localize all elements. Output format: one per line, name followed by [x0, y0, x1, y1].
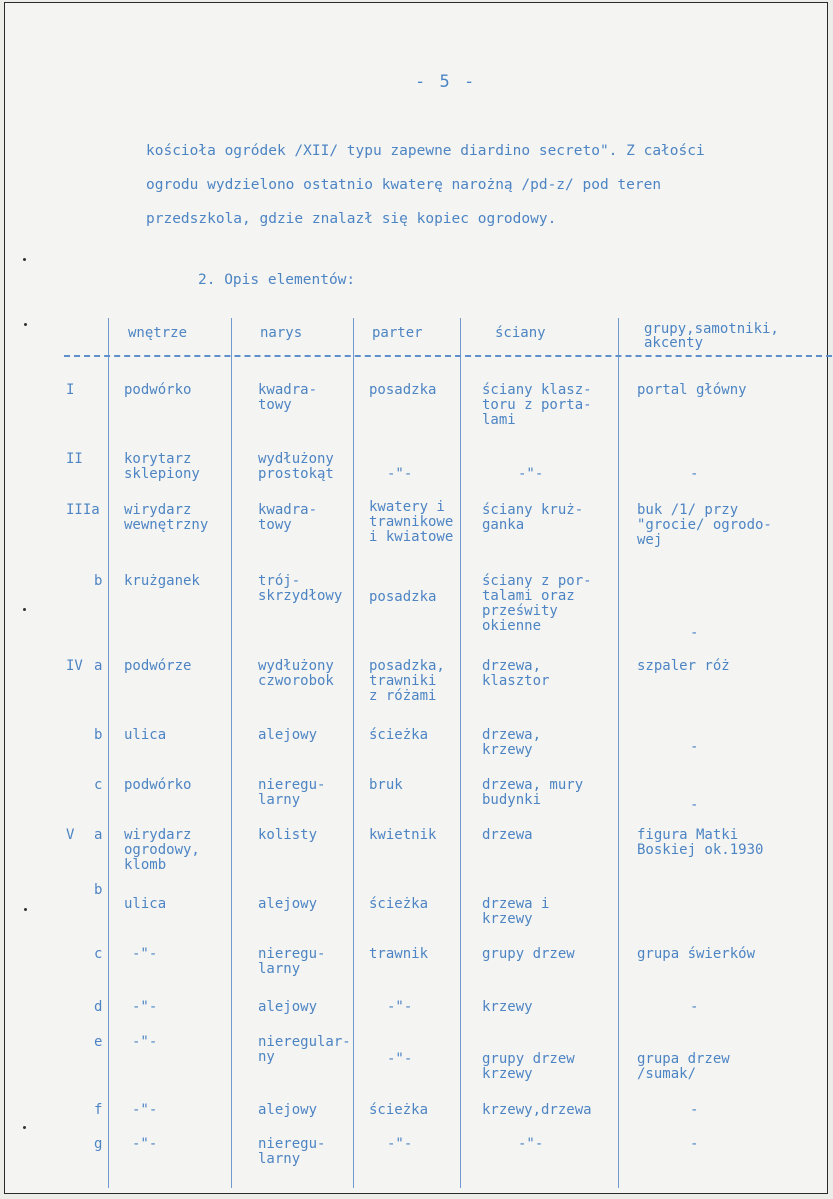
cell-grupy: portal główny	[637, 382, 747, 398]
cell-sciany: drzewa, mury budynki	[482, 777, 584, 808]
column-divider	[108, 318, 109, 1188]
margin-dot	[24, 908, 27, 911]
column-divider	[460, 318, 461, 1188]
cell-narys: nieregu- larny	[258, 777, 326, 808]
cell-sub: a	[94, 658, 103, 674]
cell-parter: ścieżka	[369, 896, 429, 912]
cell-narys: nieregu- larny	[258, 1136, 326, 1167]
cell-sciany: -"-	[518, 466, 544, 482]
cell-wnetrze: -"-	[132, 1102, 158, 1118]
header-parter: parter	[372, 325, 423, 341]
margin-dot	[23, 258, 26, 261]
cell-sub: b	[94, 573, 103, 589]
cell-grupy: -	[690, 1102, 699, 1118]
cell-sciany: krzewy,drzewa	[482, 1102, 592, 1118]
cell-wnetrze: podwórze	[124, 658, 192, 674]
cell-grupy: figura Matki Boskiej ok.1930	[637, 827, 764, 858]
cell-narys: nieregu- larny	[258, 946, 326, 977]
section-title: 2. Opis elementów:	[198, 272, 356, 288]
margin-dot	[23, 1126, 26, 1129]
cell-parter: kwatery i trawnikowe i kwiatowe	[369, 499, 454, 545]
cell-sub: c	[94, 777, 103, 793]
cell-sciany: krzewy	[482, 999, 533, 1015]
cell-wnetrze: -"-	[132, 999, 158, 1015]
cell-sub: a	[94, 827, 103, 843]
column-divider	[231, 318, 232, 1188]
cell-narys: kwadra- towy	[258, 502, 318, 533]
cell-parter: -"-	[387, 466, 413, 482]
paragraph-line-1: kościoła ogródek /XII/ typu zapewne diardino secreto". Z całości	[146, 143, 705, 159]
cell-parter: -"-	[387, 999, 413, 1015]
cell-id: IIIa	[66, 502, 100, 518]
cell-id: I	[66, 382, 75, 398]
cell-grupy: -	[690, 466, 699, 482]
cell-id: II	[66, 451, 83, 467]
cell-sub: f	[94, 1102, 103, 1118]
cell-sub: g	[94, 1136, 103, 1152]
cell-narys: alejowy	[258, 999, 318, 1015]
cell-sciany: drzewa	[482, 827, 533, 843]
cell-narys: wydłużony czworobok	[258, 658, 334, 689]
paragraph-line-2: ogrodu wydzielono ostatnio kwaterę narożną /pd-z/ pod teren	[146, 177, 662, 193]
cell-sub: d	[94, 999, 103, 1015]
margin-dot	[24, 323, 27, 326]
page-number: - 5 -	[415, 72, 477, 92]
cell-parter: posadzka	[369, 589, 437, 605]
cell-parter: trawnik	[369, 946, 429, 962]
cell-grupy: szpaler róż	[637, 658, 730, 674]
cell-wnetrze: ulica	[124, 896, 167, 912]
cell-parter: ścieżka	[369, 727, 429, 743]
cell-sciany: ściany klasz- toru z porta- lami	[482, 382, 592, 428]
paragraph-line-3: przedszkola, gdzie znalazł się kopiec ogrodowy.	[146, 211, 557, 227]
cell-grupy: buk /1/ przy "grocie/ ogrodo- wej	[637, 502, 772, 548]
cell-grupy: -	[690, 739, 699, 755]
cell-wnetrze: korytarz sklepiony	[124, 451, 200, 482]
cell-parter: posadzka	[369, 382, 437, 398]
header-narys: narys	[260, 325, 303, 341]
cell-sciany: ściany z por- talami oraz prześwity okienne	[482, 573, 592, 634]
cell-sciany: drzewa, krzewy	[482, 727, 542, 758]
cell-parter: posadzka, trawniki z różami	[369, 658, 445, 704]
cell-sciany: ściany kruż- ganka	[482, 502, 584, 533]
cell-grupy: -	[690, 1136, 699, 1152]
cell-grupy: -	[690, 625, 699, 641]
cell-sciany: grupy drzew	[482, 946, 575, 962]
cell-wnetrze: wirydarz wewnętrzny	[124, 502, 209, 533]
cell-wnetrze: -"-	[132, 1034, 158, 1050]
cell-narys: trój- skrzydłowy	[258, 573, 343, 604]
cell-wnetrze: wirydarz ogrodowy, klomb	[124, 827, 200, 873]
cell-narys: nieregular- ny	[258, 1034, 351, 1065]
cell-grupy: grupa świerków	[637, 946, 756, 962]
cell-sub: e	[94, 1034, 103, 1050]
cell-parter: -"-	[387, 1136, 413, 1152]
cell-grupy: grupa drzew /sumak/	[637, 1051, 730, 1082]
cell-sciany: drzewa i krzewy	[482, 896, 550, 927]
cell-narys: alejowy	[258, 1102, 318, 1118]
cell-sciany: grupy drzew krzewy	[482, 1051, 575, 1082]
cell-narys: wydłużony prostokąt	[258, 451, 334, 482]
cell-sub: c	[94, 946, 103, 962]
column-divider	[618, 318, 619, 1188]
cell-parter: bruk	[369, 777, 403, 793]
cell-narys: alejowy	[258, 727, 318, 743]
header-grupy: grupy,samotniki, akcenty	[644, 321, 779, 351]
cell-parter: ścieżka	[369, 1102, 429, 1118]
cell-parter: -"-	[387, 1051, 413, 1067]
cell-wnetrze: ulica	[124, 727, 167, 743]
cell-id: IV	[66, 658, 83, 674]
cell-sub: b	[94, 882, 103, 898]
cell-grupy: -	[690, 999, 699, 1015]
cell-narys: alejowy	[258, 896, 318, 912]
margin-dot	[23, 608, 26, 611]
cell-narys: kwadra- towy	[258, 382, 318, 413]
cell-id: V	[66, 827, 75, 843]
cell-sciany: drzewa, klasztor	[482, 658, 550, 689]
cell-sciany: -"-	[518, 1136, 544, 1152]
cell-wnetrze: krużganek	[124, 573, 200, 589]
header-sciany: ściany	[495, 325, 546, 341]
cell-wnetrze: -"-	[132, 1136, 158, 1152]
header-separator	[64, 355, 832, 357]
cell-sub: b	[94, 727, 103, 743]
cell-wnetrze: podwórko	[124, 382, 192, 398]
column-divider	[353, 318, 354, 1188]
cell-grupy: -	[690, 797, 699, 813]
cell-parter: kwietnik	[369, 827, 437, 843]
cell-wnetrze: podwórko	[124, 777, 192, 793]
header-wnetrze: wnętrze	[128, 325, 188, 341]
cell-narys: kolisty	[258, 827, 318, 843]
cell-wnetrze: -"-	[132, 946, 158, 962]
